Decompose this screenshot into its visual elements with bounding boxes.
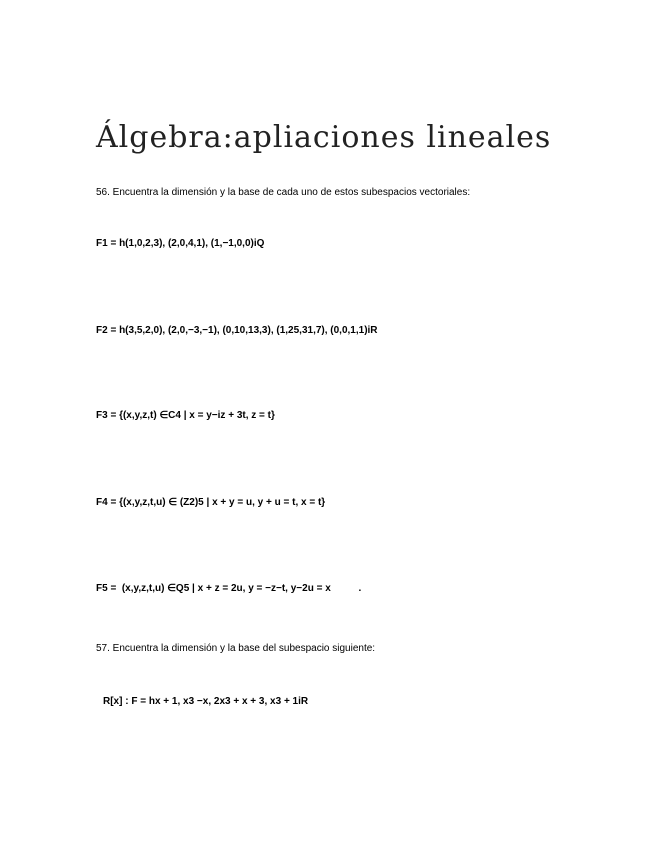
exercise-57-statement: 57. Encuentra la dimensión y la base del subespacio siguiente: [96, 643, 376, 654]
exercise-56-statement: 56. Encuentra la dimensión y la base de cada uno de estos subespacios vectoriales: [96, 187, 471, 198]
subspace-f4: F4 = {(x,y,z,t,u) ∈ (Z2)5 | x + y = u, y + u = t, x = t} [96, 497, 326, 508]
subspace-polynomial: R[x] : F = hx + 1, x3 −x, 2x3 + x + 3, x3 + 1iR [103, 696, 309, 707]
subspace-f2: F2 = h(3,5,2,0), (2,0,−3,−1), (0,10,13,3), (1,25,31,7), (0,0,1,1)iR [96, 325, 378, 336]
subspace-f5: F5 = (x,y,z,t,u) ∈Q5 | x + z = 2u, y = −z−t, y−2u = x . [96, 583, 362, 594]
subspace-f3: F3 = {(x,y,z,t) ∈C4 | x = y−iz + 3t, z = t} [96, 410, 275, 421]
page-title: Álgebra:apliaciones lineales [96, 120, 552, 156]
subspace-f1: F1 = h(1,0,2,3), (2,0,4,1), (1,−1,0,0)iQ [96, 238, 265, 249]
